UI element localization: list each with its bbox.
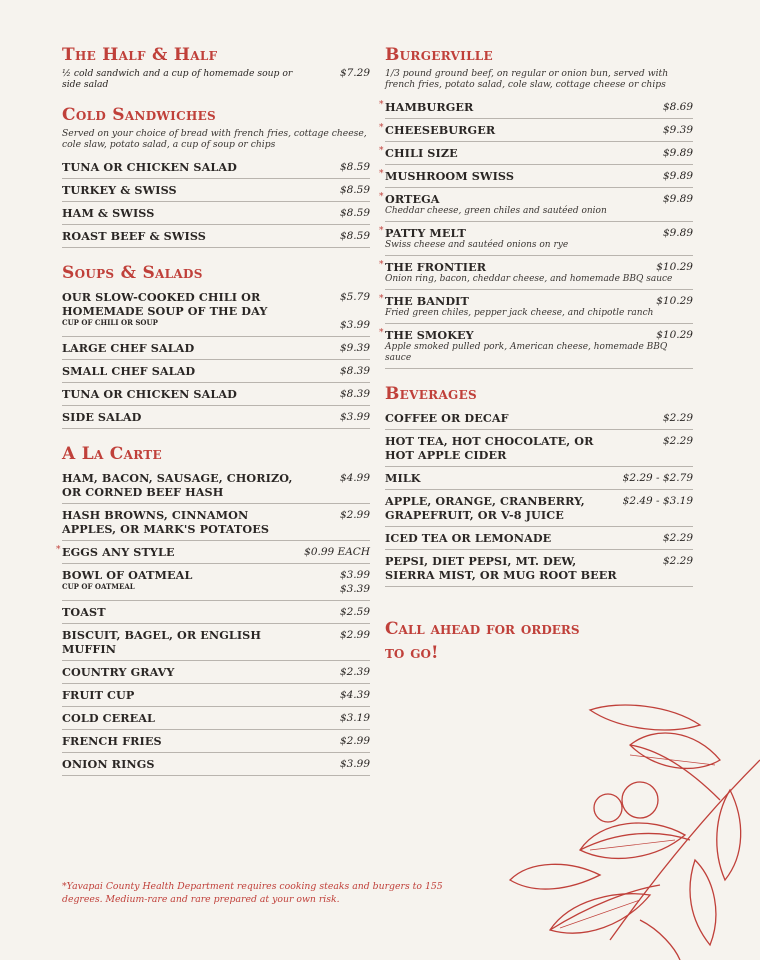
menu-items (62, 286, 370, 429)
item-name: ICED TEA OR LEMONADE (385, 531, 552, 545)
item-name: FRUIT CUP (62, 688, 135, 702)
left-column (56, 44, 370, 790)
item-name: COUNTRY GRAVY (62, 665, 175, 679)
half-half-desc: ½ cold sandwich and a cup of homemade soup or side salad (62, 68, 293, 90)
item-sub-row (62, 582, 370, 596)
star-marker: * (379, 226, 384, 236)
menu-item (62, 337, 370, 360)
section-title-a-la-carte: A La Carte (62, 444, 162, 464)
item-row (62, 508, 370, 536)
item-name: HAMBURGER (385, 100, 474, 114)
item-row (385, 226, 693, 240)
menu-item (385, 407, 693, 430)
star-marker: * (379, 192, 384, 202)
item-price: $8.69 (662, 101, 693, 113)
item-price: $2.29 (662, 412, 693, 424)
menu-item (62, 286, 370, 337)
menu-items (385, 407, 693, 587)
leaf-illustration-icon (490, 690, 760, 960)
item-price: $10.29 (656, 261, 693, 273)
item-name: MUSHROOM SWISS (385, 169, 515, 183)
item-row (62, 364, 370, 378)
item-row (385, 531, 693, 545)
menu-item (62, 225, 370, 248)
a-la-carte-section (56, 443, 370, 776)
item-name: BOWL OF OATMEAL (62, 568, 193, 582)
item-price: $2.29 (662, 555, 693, 567)
menu-item (379, 142, 693, 165)
menu-item (385, 430, 693, 467)
item-price: $5.79 (339, 291, 370, 303)
item-price: $2.29 (662, 435, 693, 447)
item-name: MILK (385, 471, 421, 485)
beverages-section (385, 383, 693, 587)
half-half-row (62, 68, 370, 90)
item-name: THE SMOKEY (385, 328, 474, 342)
menu-item (62, 601, 370, 624)
item-price: $2.49 - $3.19 (622, 495, 693, 507)
star-marker: * (379, 123, 384, 133)
item-row (62, 734, 370, 748)
menu-item (379, 256, 693, 290)
item-row (62, 229, 370, 243)
item-price: $9.89 (662, 227, 693, 239)
item-name: TOAST (62, 605, 106, 619)
item-price: $4.99 (339, 472, 370, 484)
star-marker: * (379, 100, 384, 110)
item-name: ROAST BEEF & SWISS (62, 229, 206, 243)
item-desc: Swiss cheese and sautéed onions on rye (385, 240, 569, 250)
item-name: LARGE CHEF SALAD (62, 341, 195, 355)
item-name: ORTEGA (385, 192, 440, 206)
item-name: COFFEE OR DECAF (385, 411, 509, 425)
item-price: $3.99 (339, 411, 370, 423)
menu-item (385, 550, 693, 587)
menu-item (379, 290, 693, 324)
item-row (62, 545, 370, 559)
item-name: SIDE SALAD (62, 410, 142, 424)
menu-items (56, 467, 370, 776)
menu-item (385, 467, 693, 490)
item-price: $8.39 (339, 388, 370, 400)
item-row (385, 294, 693, 308)
item-name: THE BANDIT (385, 294, 469, 308)
menu-item (62, 156, 370, 179)
item-price: $8.59 (339, 184, 370, 196)
menu-item (62, 202, 370, 225)
item-price: $9.39 (339, 342, 370, 354)
menu-item (62, 753, 370, 776)
item-sub: CUP OF CHILI OR SOUP (62, 318, 158, 327)
item-price: $9.89 (662, 170, 693, 182)
item-name: CHILI SIZE (385, 146, 458, 160)
menu-item (56, 541, 370, 564)
cold-sandwiches-section (62, 104, 370, 248)
menu-items (379, 96, 693, 369)
item-price: $0.99 EACH (304, 546, 370, 558)
item-name: TURKEY & SWISS (62, 183, 177, 197)
menu-item (385, 490, 693, 527)
item-row (62, 160, 370, 174)
cold-sandwiches-desc: Served on your choice of bread with french fries, cottage cheese, cole slaw, potato salad, a cup of soup or chips (62, 128, 367, 150)
menu-item (62, 730, 370, 753)
item-price: $8.59 (339, 207, 370, 219)
item-row (385, 123, 693, 137)
item-desc: Onion ring, bacon, cheddar cheese, and homemade BBQ sauce (385, 274, 673, 284)
menu-items (62, 156, 370, 248)
star-marker: * (379, 328, 384, 338)
health-footnote: *Yavapai County Health Department requires cooking steaks and burgers to 155 degrees. Medium-rare and rare prepared at your own risk. (62, 881, 443, 905)
item-sub-price: $3.99 (339, 319, 370, 331)
item-row (62, 665, 370, 679)
menu-item (379, 222, 693, 256)
section-title-beverages: Beverages (385, 384, 478, 404)
half-half-section (62, 44, 370, 90)
menu-item (379, 324, 693, 369)
right-column (379, 44, 693, 665)
item-row (62, 290, 370, 318)
item-sub: CUP OF OATMEAL (62, 582, 135, 591)
item-name: OUR SLOW-COOKED CHILI OR HOMEMADE SOUP OF THE DAY (62, 290, 268, 318)
menu-item (62, 684, 370, 707)
item-price: $2.99 (339, 735, 370, 747)
item-price: $10.29 (656, 295, 693, 307)
item-name: TUNA OR CHICKEN SALAD (62, 387, 237, 401)
item-row (385, 100, 693, 114)
soups-salads-section (62, 262, 370, 429)
item-row (62, 206, 370, 220)
menu-item (62, 707, 370, 730)
item-name: THE FRONTIER (385, 260, 487, 274)
item-name: EGGS ANY STYLE (62, 545, 175, 559)
menu-item (62, 504, 370, 541)
item-price: $8.59 (339, 230, 370, 242)
item-desc: Fried green chiles, pepper jack cheese, and chipotle ranch (385, 308, 654, 318)
section-title-burgerville: Burgerville (385, 45, 493, 65)
item-price: $2.99 (339, 629, 370, 641)
menu-item (379, 188, 693, 222)
item-name: FRENCH FRIES (62, 734, 162, 748)
menu-item (62, 360, 370, 383)
section-title-half-half: The Half & Half (62, 45, 218, 65)
item-row (385, 554, 693, 582)
star-marker: * (379, 146, 384, 156)
item-name: SMALL CHEF SALAD (62, 364, 196, 378)
item-row (62, 568, 370, 582)
burgerville-section (379, 44, 693, 369)
item-price: $3.99 (339, 569, 370, 581)
item-name: PEPSI, DIET PEPSI, MT. DEW, SIERRA MIST, OR MUG ROOT BEER (385, 554, 617, 582)
item-price: $2.39 (339, 666, 370, 678)
item-price: $2.29 (662, 532, 693, 544)
item-row (62, 757, 370, 771)
section-title-soups-salads: Soups & Salads (62, 263, 203, 283)
star-marker: * (379, 294, 384, 304)
item-price: $9.39 (662, 124, 693, 136)
item-row (385, 471, 693, 485)
item-row (62, 387, 370, 401)
item-row (385, 434, 693, 462)
item-row (62, 410, 370, 424)
item-price: $9.89 (662, 147, 693, 159)
item-sub-row (62, 318, 370, 332)
menu-item (62, 383, 370, 406)
item-name: HASH BROWNS, CINNAMON APPLES, OR MARK'S POTATOES (62, 508, 270, 536)
burgerville-desc: 1/3 pound ground beef, on regular or onion bun, served with french fries, potato salad, cole slaw, cottage cheese or chips (385, 68, 669, 90)
menu-item (62, 624, 370, 661)
item-sub-price: $3.39 (339, 583, 370, 595)
section-title-cold-sandwiches: Cold Sandwiches (62, 105, 216, 125)
item-row (385, 260, 693, 274)
item-price: $8.39 (339, 365, 370, 377)
item-row (385, 411, 693, 425)
item-row (62, 471, 370, 499)
item-name: BISCUIT, BAGEL, OR ENGLISH MUFFIN (62, 628, 262, 656)
star-marker: * (379, 169, 384, 179)
menu-item (379, 119, 693, 142)
star-marker: * (379, 260, 384, 270)
half-half-price: $7.29 (339, 67, 370, 79)
menu-item (379, 96, 693, 119)
item-name: COLD CEREAL (62, 711, 156, 725)
item-desc: Apple smoked pulled pork, American cheese, homemade BBQ sauce (385, 342, 668, 363)
call-ahead-callout: Call ahead for orders to go! (385, 619, 580, 663)
item-row (62, 711, 370, 725)
item-name: HAM, BACON, SAUSAGE, CHORIZO, OR CORNED BEEF HASH (62, 471, 293, 499)
item-name: HAM & SWISS (62, 206, 155, 220)
item-price: $4.39 (339, 689, 370, 701)
item-price: $2.29 - $2.79 (622, 472, 693, 484)
item-price: $8.59 (339, 161, 370, 173)
item-row (385, 146, 693, 160)
menu-item (62, 179, 370, 202)
item-row (62, 341, 370, 355)
item-name: TUNA OR CHICKEN SALAD (62, 160, 237, 174)
item-name: HOT TEA, HOT CHOCOLATE, OR HOT APPLE CIDER (385, 434, 594, 462)
item-row (385, 192, 693, 206)
item-name: CHEESEBURGER (385, 123, 496, 137)
item-name: APPLE, ORANGE, CRANBERRY, GRAPEFRUIT, OR V-8 JUICE (385, 494, 585, 522)
item-price: $3.19 (339, 712, 370, 724)
item-row (385, 169, 693, 183)
item-price: $10.29 (656, 329, 693, 341)
menu-item (62, 564, 370, 601)
menu-item (385, 527, 693, 550)
item-price: $2.59 (339, 606, 370, 618)
item-row (62, 688, 370, 702)
menu-item (62, 406, 370, 429)
item-row (385, 494, 693, 522)
item-price: $9.89 (662, 193, 693, 205)
menu-item (62, 467, 370, 504)
item-name: PATTY MELT (385, 226, 466, 240)
item-row (62, 605, 370, 619)
item-desc: Cheddar cheese, green chiles and sautéed onion (385, 206, 607, 216)
star-marker: * (56, 545, 61, 555)
menu-item (379, 165, 693, 188)
menu-item (62, 661, 370, 684)
item-price: $3.99 (339, 758, 370, 770)
item-row (385, 328, 693, 342)
item-price: $2.99 (339, 509, 370, 521)
item-row (62, 183, 370, 197)
item-row (62, 628, 370, 656)
item-name: ONION RINGS (62, 757, 155, 771)
